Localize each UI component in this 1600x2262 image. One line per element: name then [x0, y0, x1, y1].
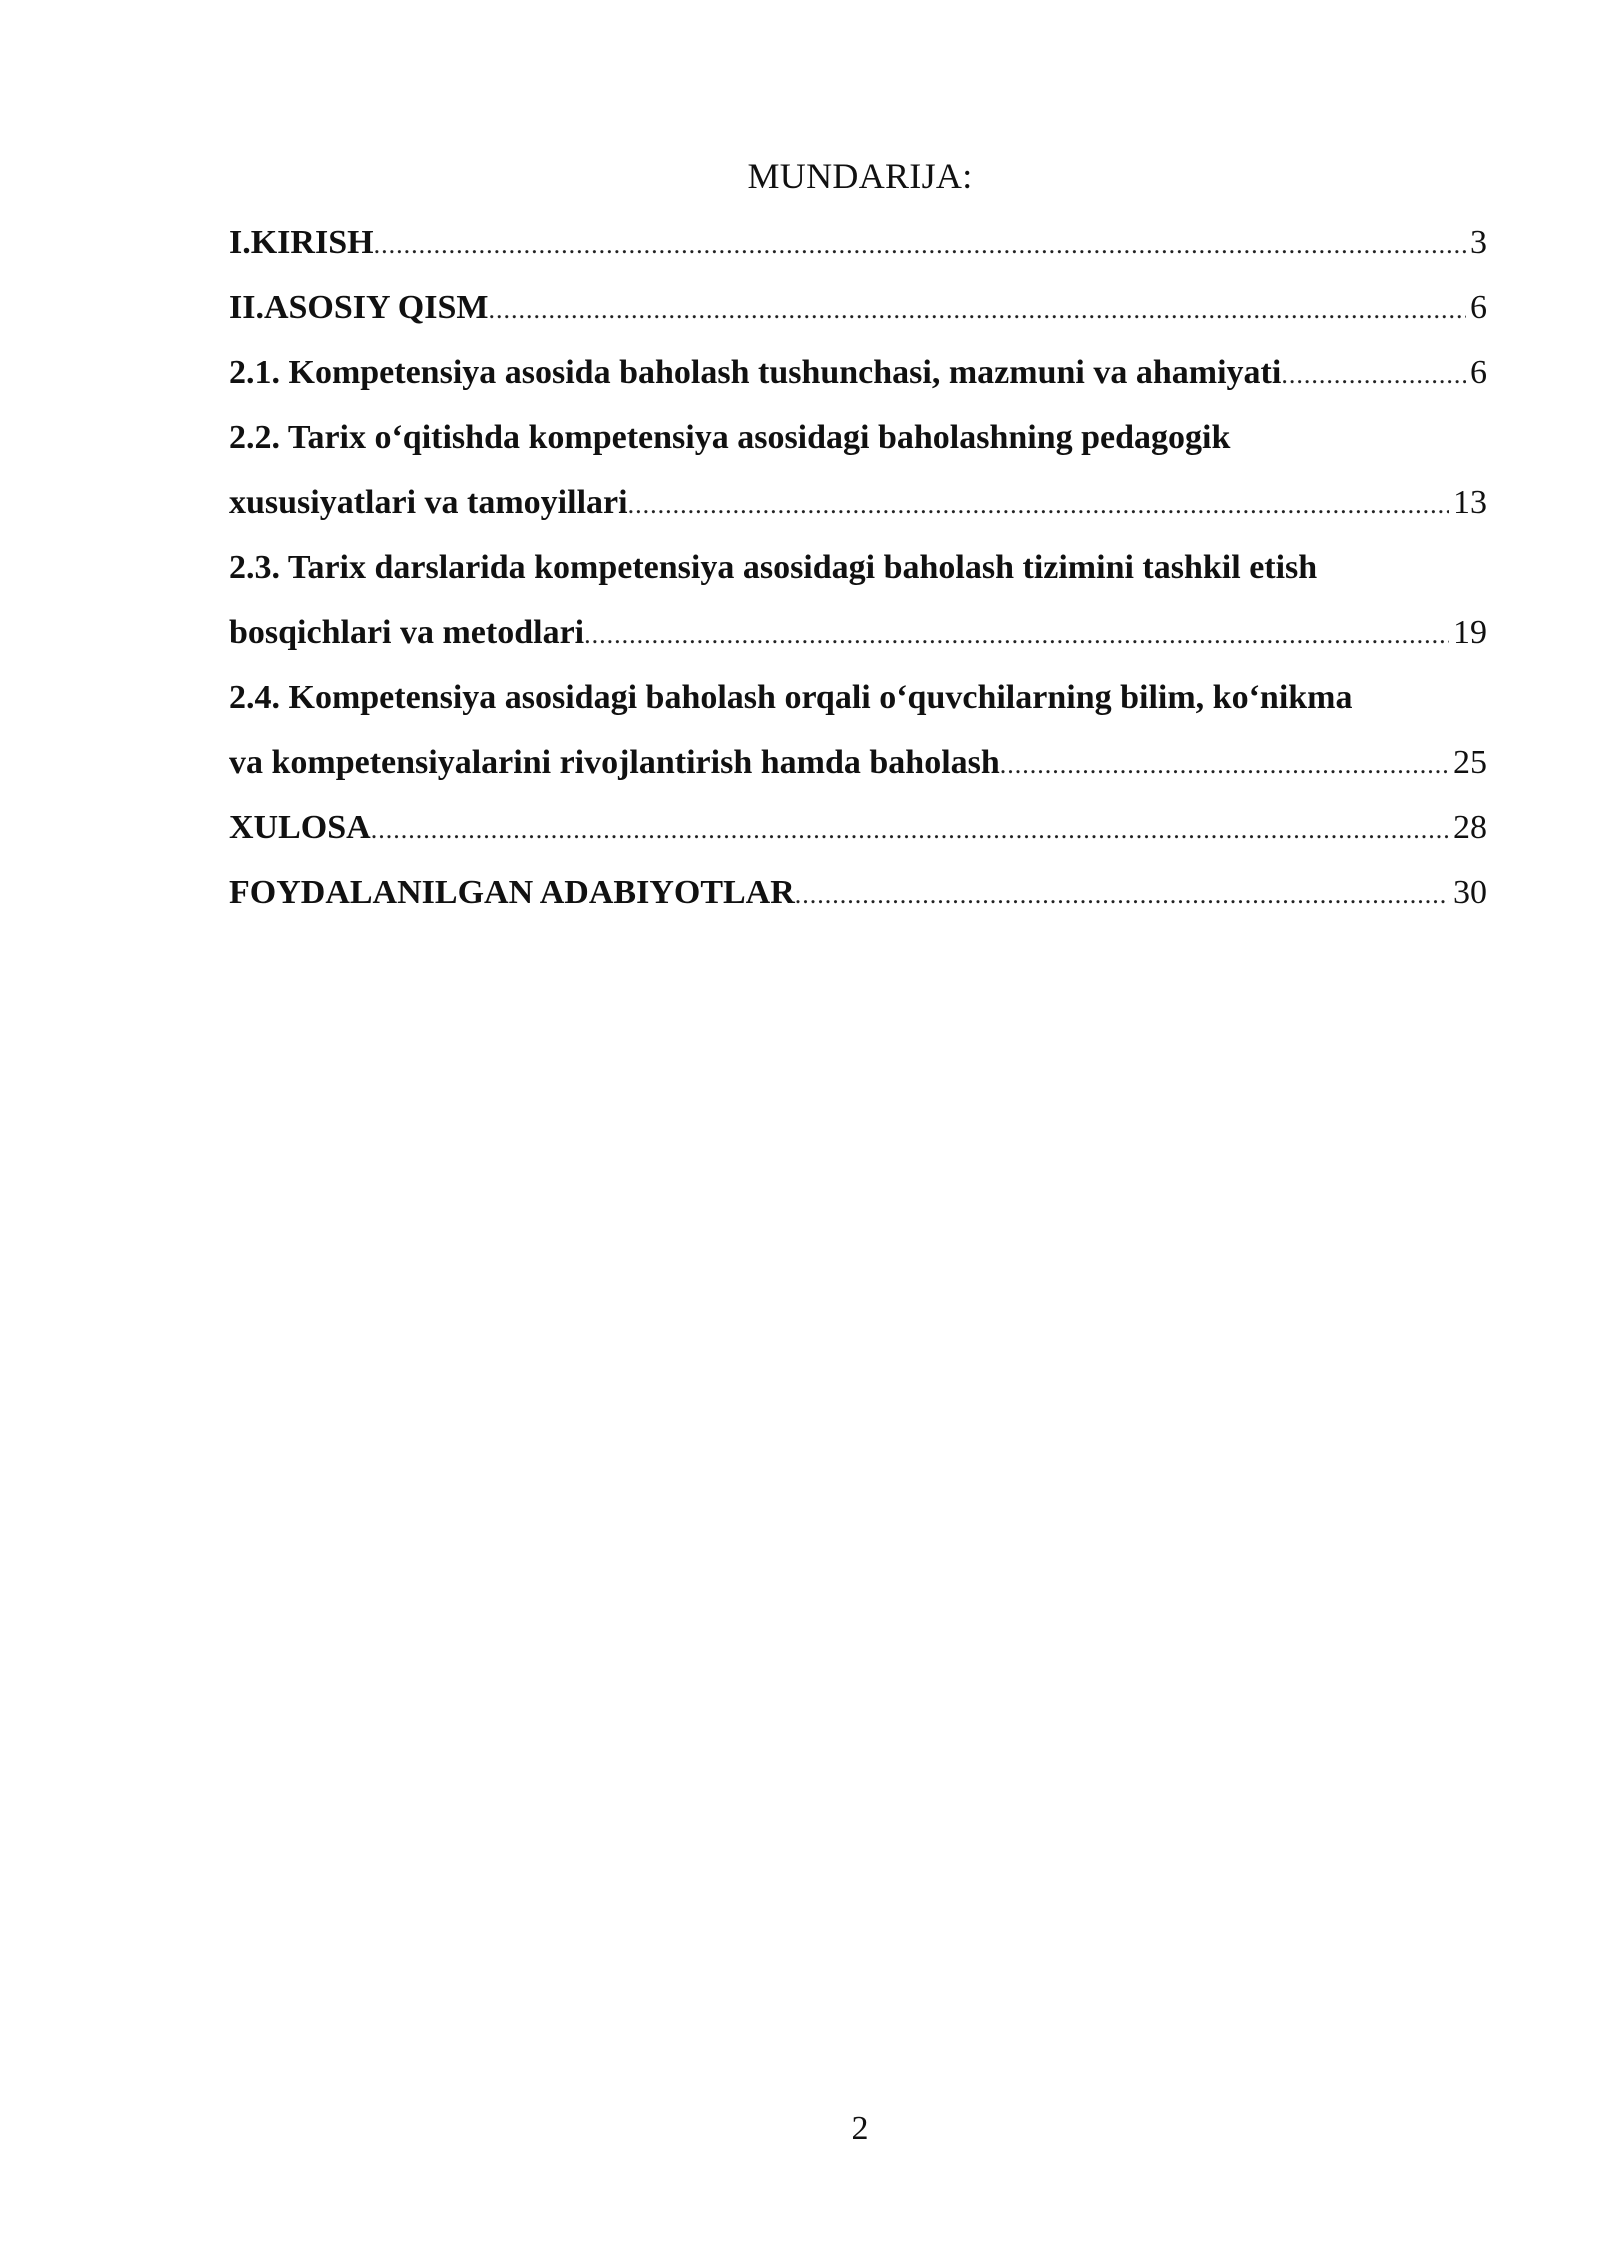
toc-entry-page: 19: [1453, 614, 1487, 651]
toc-entry-page: 3: [1470, 224, 1487, 261]
toc-entry-page: 6: [1470, 289, 1487, 326]
toc-entry-title: 2.4. Kompetensiya asosidagi baholash orqali o‘quvchilarning bilim, ko‘nikma: [229, 679, 1353, 716]
toc-entry-title: 2.1. Kompetensiya asosida baholash tushunchasi, mazmuni va ahamiyati: [229, 354, 1282, 391]
toc-entry-title: FOYDALANILGAN ADABIYOTLAR: [229, 874, 795, 911]
toc-heading: MUNDARIJA:: [747, 156, 973, 196]
table-of-contents: [229, 210, 1487, 925]
toc-entry-title: XULOSA: [229, 809, 371, 846]
toc-entry-2-4-line2[interactable]: [229, 730, 1487, 795]
toc-entry-title: bosqichlari va metodlari: [229, 614, 585, 651]
toc-entry-2-3-line2[interactable]: [229, 600, 1487, 665]
toc-entry-page: 13: [1453, 484, 1487, 521]
toc-entry-page: 25: [1453, 744, 1487, 781]
toc-entry-2-2-line2[interactable]: [229, 470, 1487, 535]
toc-entry-asosiy-qism[interactable]: [229, 275, 1487, 340]
toc-entry-title: II.ASOSIY QISM: [229, 289, 489, 326]
toc-leader-dots: [1281, 342, 1466, 407]
toc-leader-dots: [488, 277, 1466, 342]
toc-leader-dots: [628, 472, 1449, 537]
toc-entry-title: 2.2. Tarix o‘qitishda kompetensiya asosidagi baholashning pedagogik: [229, 419, 1231, 456]
toc-leader-dots: [795, 862, 1449, 927]
toc-entry-2-4-line1[interactable]: [229, 665, 1487, 730]
toc-leader-dots: [371, 797, 1449, 862]
toc-leader-dots: [374, 212, 1466, 277]
toc-entry-page: 6: [1470, 354, 1487, 391]
toc-leader-dots: [584, 602, 1449, 667]
toc-leader-dots: [1000, 732, 1449, 797]
toc-entry-title: 2.3. Tarix darslarida kompetensiya asosidagi baholash tizimini tashkil etish: [229, 549, 1318, 586]
toc-entry-xulosa[interactable]: [229, 795, 1487, 860]
toc-entry-title: va kompetensiyalarini rivojlantirish hamda baholash: [229, 744, 1000, 781]
page-number: 2: [851, 2110, 869, 2147]
toc-entry-adabiyotlar[interactable]: [229, 860, 1487, 925]
toc-entry-page: 30: [1453, 874, 1487, 911]
toc-entry-page: 28: [1453, 809, 1487, 846]
toc-entry-title: xususiyatlari va tamoyillari: [229, 484, 628, 521]
toc-entry-2-1[interactable]: [229, 340, 1487, 405]
toc-entry-kirish[interactable]: [229, 210, 1487, 275]
toc-entry-title: I.KIRISH: [229, 224, 374, 261]
toc-entry-2-2-line1[interactable]: [229, 405, 1487, 470]
toc-entry-2-3-line1[interactable]: [229, 535, 1487, 600]
